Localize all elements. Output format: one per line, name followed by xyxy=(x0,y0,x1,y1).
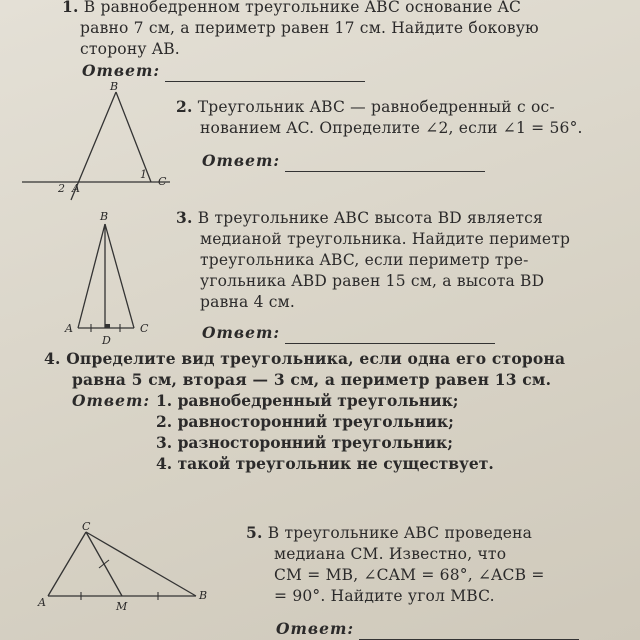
task-4-option-4[interactable] xyxy=(156,453,494,474)
task-3-side-bc xyxy=(105,224,134,328)
task-3-answer-field[interactable] xyxy=(285,327,495,344)
task-4-answer-label-row xyxy=(72,390,150,411)
task-2-answer-field[interactable] xyxy=(285,155,485,172)
task-4-number: 4. xyxy=(44,349,61,368)
task-5-line-1: В треугольнике ABC проведена xyxy=(267,524,533,542)
task-1-number: 1. xyxy=(62,0,79,16)
task-3 xyxy=(176,207,616,313)
task-5-label-c: C xyxy=(82,520,91,533)
task-5-line-4: = 90°. Найдите угол MBC. xyxy=(274,587,495,605)
task-2 xyxy=(176,96,616,139)
task-2-figure xyxy=(20,82,180,207)
task-4-line-1: Определите вид треугольника, если одна его сторона xyxy=(66,349,566,368)
task-2-angle-2: 2 xyxy=(58,182,65,195)
task-4-option-1[interactable] xyxy=(156,390,459,411)
task-1-line-3: сторону AB. xyxy=(80,40,180,58)
task-2-label-b: B xyxy=(110,82,119,93)
task-2-line-1: Треугольник ABC — равнобедренный с ос- xyxy=(197,98,555,116)
task-2-angle-1: 1 xyxy=(140,168,147,181)
task-5-figure xyxy=(36,520,216,615)
task-5-side-ac xyxy=(48,532,86,596)
task-2-answer-label: Ответ: xyxy=(202,151,281,170)
task-1-answer xyxy=(82,60,365,82)
task-3-label-d: D xyxy=(102,334,111,347)
task-3-label-b: B xyxy=(100,210,109,223)
task-4 xyxy=(44,348,624,390)
task-3-right-angle xyxy=(105,324,110,328)
task-3-label-c: C xyxy=(140,322,149,335)
task-5-label-a: A xyxy=(38,596,46,609)
task-3-line-3: треугольника ABC, если периметр тре- xyxy=(200,251,529,269)
task-4-option-3[interactable] xyxy=(156,432,453,453)
task-4-line-2: равна 5 см, вторая — 3 см, а периметр равен 13 см. xyxy=(72,370,552,389)
task-3-answer xyxy=(202,322,495,344)
task-4-answer-label: Ответ: xyxy=(72,391,151,410)
task-5-label-m: M xyxy=(116,600,128,613)
task-1-line-1: В равнобедренном треугольнике ABC основание AC xyxy=(83,0,522,16)
task-2-answer xyxy=(202,150,485,172)
task-1 xyxy=(62,0,622,60)
task-5-answer-field[interactable] xyxy=(359,625,579,640)
task-2-number: 2. xyxy=(176,97,193,116)
task-2-label-c: C xyxy=(158,175,167,188)
task-1-answer-label: Ответ: xyxy=(82,61,161,80)
task-4-option-4-text: 4. такой треугольник не существует. xyxy=(156,454,494,473)
task-4-option-2[interactable] xyxy=(156,411,454,432)
task-5 xyxy=(246,522,626,607)
task-5-side-cb xyxy=(86,532,196,596)
task-3-line-4: угольника ABD равен 15 см, а высота BD xyxy=(200,272,545,290)
task-3-label-a: A xyxy=(65,322,73,335)
task-3-answer-label: Ответ: xyxy=(202,323,281,342)
task-5-answer xyxy=(276,618,579,640)
task-1-answer-field[interactable] xyxy=(165,65,365,82)
task-5-label-b: B xyxy=(199,589,208,602)
task-5-number: 5. xyxy=(246,523,263,542)
task-5-line-2: медиана CM. Известно, что xyxy=(274,545,507,563)
task-3-line-5: равна 4 см. xyxy=(200,293,296,311)
task-4-option-2-text: 2. равносторонний треугольник; xyxy=(156,412,454,431)
task-3-line-1: В треугольнике ABC высота BD является xyxy=(197,209,543,227)
task-2-label-a: A xyxy=(72,182,80,195)
task-1-line-2: равно 7 см, а периметр равен 17 см. Найдите боковую xyxy=(80,19,539,37)
task-3-figure xyxy=(62,208,162,348)
task-5-tick-cm xyxy=(99,560,109,568)
task-3-line-2: медианой треугольника. Найдите периметр xyxy=(200,230,571,248)
task-4-option-1-text: 1. равнобедренный треугольник; xyxy=(156,391,459,410)
task-3-side-ab xyxy=(78,224,105,328)
task-5-answer-label: Ответ: xyxy=(276,619,355,638)
task-4-option-3-text: 3. разносторонний треугольник; xyxy=(156,433,453,452)
task-5-line-3: CM = MB, ∠CAM = 68°, ∠ACB = xyxy=(274,566,545,584)
task-3-number: 3. xyxy=(176,208,193,227)
task-2-line-2: нованием AC. Определите ∠2, если ∠1 = 56°. xyxy=(200,119,583,137)
